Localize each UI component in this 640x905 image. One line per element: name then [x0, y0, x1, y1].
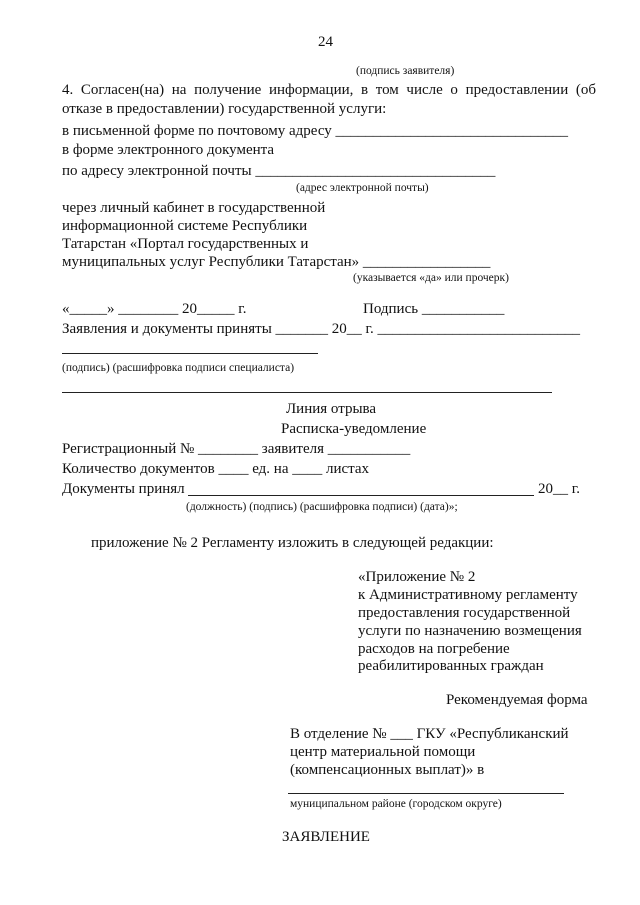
documents-accepted-line: Заявления и документы приняты _______ 20__ г. ___________________________ [62, 321, 580, 337]
cabinet-line-4: муниципальных услуг Республики Татарстан» _________________ [62, 254, 491, 270]
tear-rule [62, 392, 552, 393]
appendix-header-2: к Административному регламенту [358, 587, 578, 603]
appendix-header-5: расходов на погребение [358, 641, 510, 657]
registration-line: Регистрационный № ________ заявителя ___________ [62, 441, 411, 457]
accepted-caption: (должность) (подпись) (расшифровка подписи) (дата)»; [186, 501, 458, 513]
section4-line2: отказе в предоставлении) государственной услуги: [62, 101, 387, 117]
addressee-line-1: В отделение № ___ ГКУ «Республиканский [290, 726, 569, 742]
cabinet-line-1: через личный кабинет в государственной [62, 200, 326, 216]
electronic-doc-line: в форме электронного документа [62, 142, 275, 158]
date-line: «_____» ________ 20_____ г. [62, 301, 247, 317]
page-number: 24 [318, 34, 333, 50]
accepted-by-rule [188, 495, 534, 496]
section4-line1: 4. Согласен(на) на получение информации, в том числе о предоставлении (об [62, 82, 596, 98]
receipt-title: Расписка-уведомление [281, 421, 427, 437]
tear-line-label: Линия отрыва [286, 401, 377, 417]
addressee-line-3: (компенсационных выплат)» в [290, 762, 485, 778]
appendix-header-1: «Приложение № 2 [358, 569, 476, 585]
specialist-signature-rule [62, 353, 318, 354]
municipal-caption: муниципальном районе (городском округе) [290, 798, 502, 810]
addressee-line-2: центр материальной помощи [290, 744, 476, 760]
accepted-year: 20__ г. [538, 481, 580, 497]
signature-line: Подпись ___________ [363, 301, 505, 317]
statement-title: ЗАЯВЛЕНИЕ [282, 829, 370, 845]
yes-dash-caption: (указывается «да» или прочерк) [353, 272, 509, 284]
municipal-rule [288, 793, 564, 794]
recommended-form: Рекомендуемая форма [446, 692, 588, 708]
accepted-by-label: Документы принял [62, 481, 185, 497]
document-count-line: Количество документов ____ ед. на ____ листах [62, 461, 370, 477]
specialist-caption: (подпись) (расшифровка подписи специалиста) [62, 362, 295, 374]
email-caption: (адрес электронной почты) [296, 182, 429, 194]
appendix-header-4: услуги по назначению возмещения [358, 623, 582, 639]
by-post-line: в письменной форме по почтовому адресу _______________________________ [62, 123, 569, 139]
by-email-line: по адресу электронной почты ________________________________ [62, 163, 496, 179]
cabinet-line-2: информационной системе Республики [62, 218, 308, 234]
applicant-signature-caption: (подпись заявителя) [356, 65, 455, 77]
appendix-intro: приложение № 2 Регламенту изложить в следующей редакции: [91, 535, 494, 551]
cabinet-line-3: Татарстан «Портал государственных и [62, 236, 309, 252]
appendix-header-3: предоставления государственной [358, 605, 571, 621]
appendix-header-6: реабилитированных граждан [358, 658, 544, 674]
